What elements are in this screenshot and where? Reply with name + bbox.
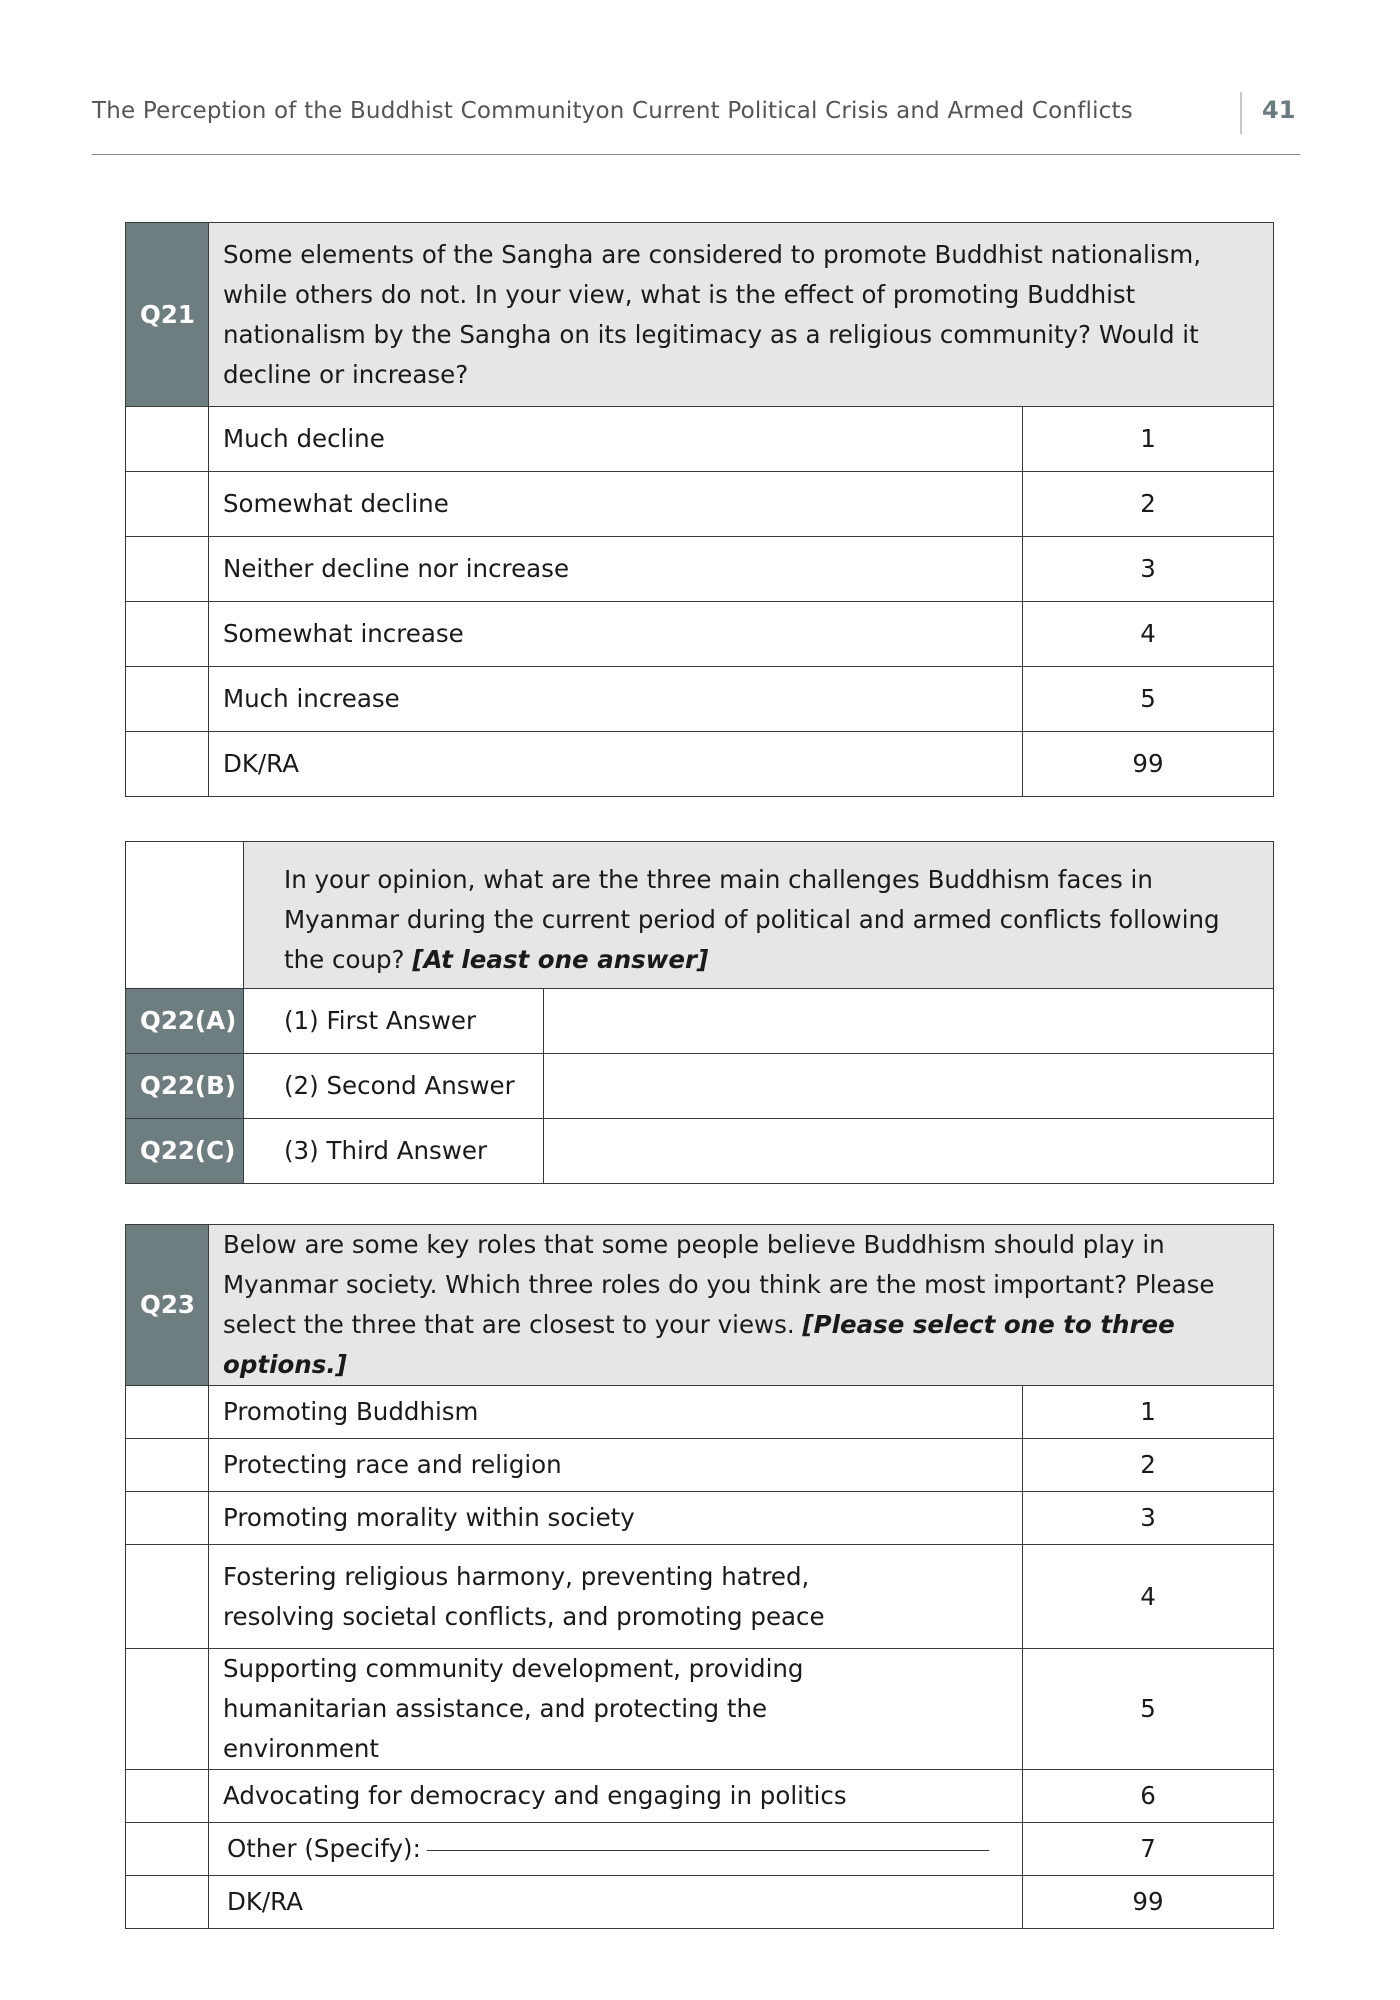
question-number: Q22(B)	[126, 1054, 244, 1119]
option-code: 1	[1023, 1386, 1274, 1439]
answer-checkbox-cell[interactable]	[126, 602, 209, 667]
option-code: 1	[1023, 407, 1274, 472]
option-label: Somewhat increase	[209, 602, 1023, 667]
page-header	[92, 96, 1300, 155]
option-code: 5	[1023, 1649, 1274, 1770]
option-label: Other (Specify):	[227, 1834, 421, 1863]
answer-checkbox-cell[interactable]	[126, 1649, 209, 1770]
option-label: Somewhat decline	[209, 472, 1023, 537]
option-label: DK/RA	[209, 1876, 1023, 1929]
answer-checkbox-cell[interactable]	[126, 667, 209, 732]
option-code: 2	[1023, 472, 1274, 537]
page-number: 41	[1262, 96, 1296, 124]
q22-table	[125, 841, 1274, 1184]
question-number: Q21	[126, 223, 209, 407]
option-label: Much increase	[209, 667, 1023, 732]
answer-checkbox-cell[interactable]	[126, 1492, 209, 1545]
option-label: Supporting community development, providing humanitarian assistance, and protecting the environment	[209, 1649, 1023, 1770]
question-body: In your opinion, what are the three main challenges Buddhism faces in Myanmar during the current period of political and armed conflicts following the coup?	[284, 865, 1220, 974]
answer-checkbox-cell[interactable]	[126, 1823, 209, 1876]
question-instruction: [Please select one to three options.]	[223, 1310, 1175, 1379]
option-code: 2	[1023, 1439, 1274, 1492]
second-answer-field[interactable]	[544, 1054, 1274, 1119]
question-number: Q22(A)	[126, 989, 244, 1054]
question-instruction: [At least one answer]	[412, 945, 709, 974]
answer-label: (2) Second Answer	[244, 1054, 544, 1119]
question-text	[209, 1225, 1274, 1386]
answer-label: (3) Third Answer	[244, 1119, 544, 1184]
option-label: Advocating for democracy and engaging in politics	[209, 1770, 1023, 1823]
specify-input-line[interactable]	[427, 1849, 989, 1851]
question-number: Q22(C)	[126, 1119, 244, 1184]
option-label: Much decline	[209, 407, 1023, 472]
option-code: 4	[1023, 1545, 1274, 1649]
option-code: 7	[1023, 1823, 1274, 1876]
blank-corner-cell	[126, 842, 244, 989]
other-specify-cell	[209, 1823, 1023, 1876]
option-label: Protecting race and religion	[209, 1439, 1023, 1492]
answer-checkbox-cell[interactable]	[126, 1439, 209, 1492]
option-label: DK/RA	[209, 732, 1023, 797]
question-body: Below are some key roles that some people believe Buddhism should play in Myanmar society. Which three roles do you think are the most important? Please select the three that are closest to your views.	[223, 1230, 1215, 1339]
q23-table	[125, 1224, 1274, 1929]
answer-checkbox-cell[interactable]	[126, 1876, 209, 1929]
option-code: 3	[1023, 537, 1274, 602]
answer-checkbox-cell[interactable]	[126, 472, 209, 537]
answer-checkbox-cell[interactable]	[126, 1770, 209, 1823]
answer-label: (1) First Answer	[244, 989, 544, 1054]
header-divider	[1240, 92, 1242, 134]
question-number: Q23	[126, 1225, 209, 1386]
answer-checkbox-cell[interactable]	[126, 732, 209, 797]
option-label: Fostering religious harmony, preventing hatred, resolving societal conflicts, and promoting peace	[209, 1545, 1023, 1649]
q21-table	[125, 222, 1274, 797]
option-label: Promoting Buddhism	[209, 1386, 1023, 1439]
option-code: 6	[1023, 1770, 1274, 1823]
third-answer-field[interactable]	[544, 1119, 1274, 1184]
option-label: Neither decline nor increase	[209, 537, 1023, 602]
option-code: 5	[1023, 667, 1274, 732]
answer-checkbox-cell[interactable]	[126, 537, 209, 602]
option-code: 4	[1023, 602, 1274, 667]
answer-checkbox-cell[interactable]	[126, 1386, 209, 1439]
option-code: 3	[1023, 1492, 1274, 1545]
question-text	[244, 842, 1274, 989]
answer-checkbox-cell[interactable]	[126, 407, 209, 472]
option-code: 99	[1023, 1876, 1274, 1929]
option-label: Promoting morality within society	[209, 1492, 1023, 1545]
question-text: Some elements of the Sangha are considered to promote Buddhist nationalism, while others do not. In your view, what is the effect of promoting Buddhist nationalism by the Sangha on its legitimacy as a religious community? Would it decline or increase?	[209, 223, 1274, 407]
running-title: The Perception of the Buddhist Communityon Current Political Crisis and Armed Conflicts	[92, 98, 1133, 124]
option-code: 99	[1023, 732, 1274, 797]
answer-checkbox-cell[interactable]	[126, 1545, 209, 1649]
first-answer-field[interactable]	[544, 989, 1274, 1054]
